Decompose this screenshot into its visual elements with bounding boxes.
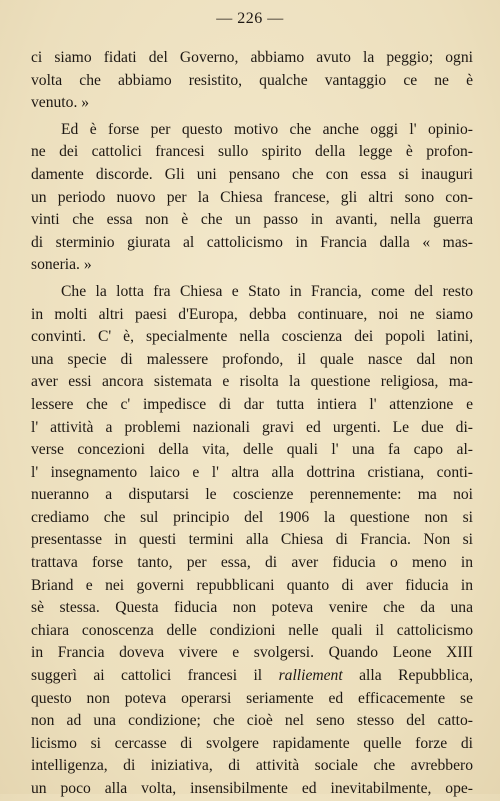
text-line: un poco alla volta, insensibilmente ed inevitabilmente, ope- — [31, 780, 473, 797]
text-line: presentasse in questi termini alla Chiesa di Francia. Non si — [31, 531, 473, 549]
body-text — [31, 47, 473, 801]
page-number: — 226 — — [216, 10, 284, 27]
text-line: chiara conoscenza delle condizioni nelle quali il cattolicismo — [31, 621, 473, 639]
text-line: questo non poteva operarsi seriamente ed efficacemente se — [31, 689, 473, 707]
text-line: non ad una condizione; che cioè nel seno stesso del catto- — [31, 712, 473, 730]
text-line-with-italic — [31, 665, 473, 688]
text-line: aver essi ancora sistemata e risolta la questione religiosa, ma- — [31, 373, 473, 391]
text-line: trattava forse tanto, per essa, di aver fiducia o meno in — [31, 554, 473, 572]
text-line: in molti altri paesi d'Europa, debba continuare, noi ne siamo — [31, 305, 473, 323]
text-line: Briand e nei governi repubblicani quanto di aver fiducia in — [31, 576, 473, 594]
text-line: sè stessa. Questa fiducia non poteva venire che da una — [31, 599, 473, 617]
text-line: venuto. » — [31, 94, 90, 112]
text-line: l' insegnamento laico e l' altra alla dottrina cristiana, conti- — [31, 463, 473, 481]
text-line: ne dei cattolici francesi sullo spirito della legge è profon- — [31, 143, 473, 161]
text-line: volta che abbiamo resistito, qualche vantaggio ce ne è — [31, 71, 473, 89]
text-line: vinti che essa non è che un passo in avanti, nella guerra — [31, 211, 473, 229]
text-line: di sterminio giurata al cattolicismo in Francia dalla « mas- — [31, 233, 473, 251]
text-line: convinti. C' è, specialmente nella coscienza dei popoli latini, — [31, 328, 473, 346]
text-line: intelligenza, di iniziativa, di attività sociale che avrebbero — [31, 757, 473, 775]
text-line: ci siamo fidati del Governo, abbiamo avuto la peggio; ogni — [31, 49, 473, 66]
paragraph-start-line: Ed è forse per questo motivo che anche oggi l' opinio- — [61, 120, 473, 138]
text-line: l' attività a problemi nazionali gravi ed urgenti. Le due di- — [31, 418, 473, 436]
italic-term: ralliement — [278, 667, 343, 685]
text-line: lessere che c' impedisce di dar tutta intiera l' attenzione e — [31, 395, 473, 413]
text-line: licismo si cercasse di svolgere rapidamente quelle forze di — [31, 734, 473, 752]
text-segment: alla Repubblica, — [359, 667, 473, 685]
text-line: soneria. » — [31, 256, 92, 274]
text-line: damente discorde. Gli uni pensano che con essa si inauguri — [31, 165, 473, 183]
text-line: un periodo nuovo per la Chiesa francese, gli altri sono con- — [31, 188, 473, 206]
text-line: nueranno a disputarsi le coscienze perennemente: ma noi — [31, 486, 473, 504]
text-line: in Francia doveva vivere e svolgersi. Quando Leone XIII — [31, 644, 473, 662]
text-line: verse concezioni della vita, delle quali l' una fa capo al- — [31, 441, 473, 459]
paragraph-start-line: Che la lotta fra Chiesa e Stato in Francia, come del resto — [61, 282, 473, 300]
text-line: una specie di malessere profondo, il quale nasce dal non — [31, 350, 473, 368]
text-segment: suggerì ai cattolici francesi il — [31, 667, 263, 685]
text-line: crediamo che sul principio del 1906 la questione non si — [31, 508, 473, 526]
